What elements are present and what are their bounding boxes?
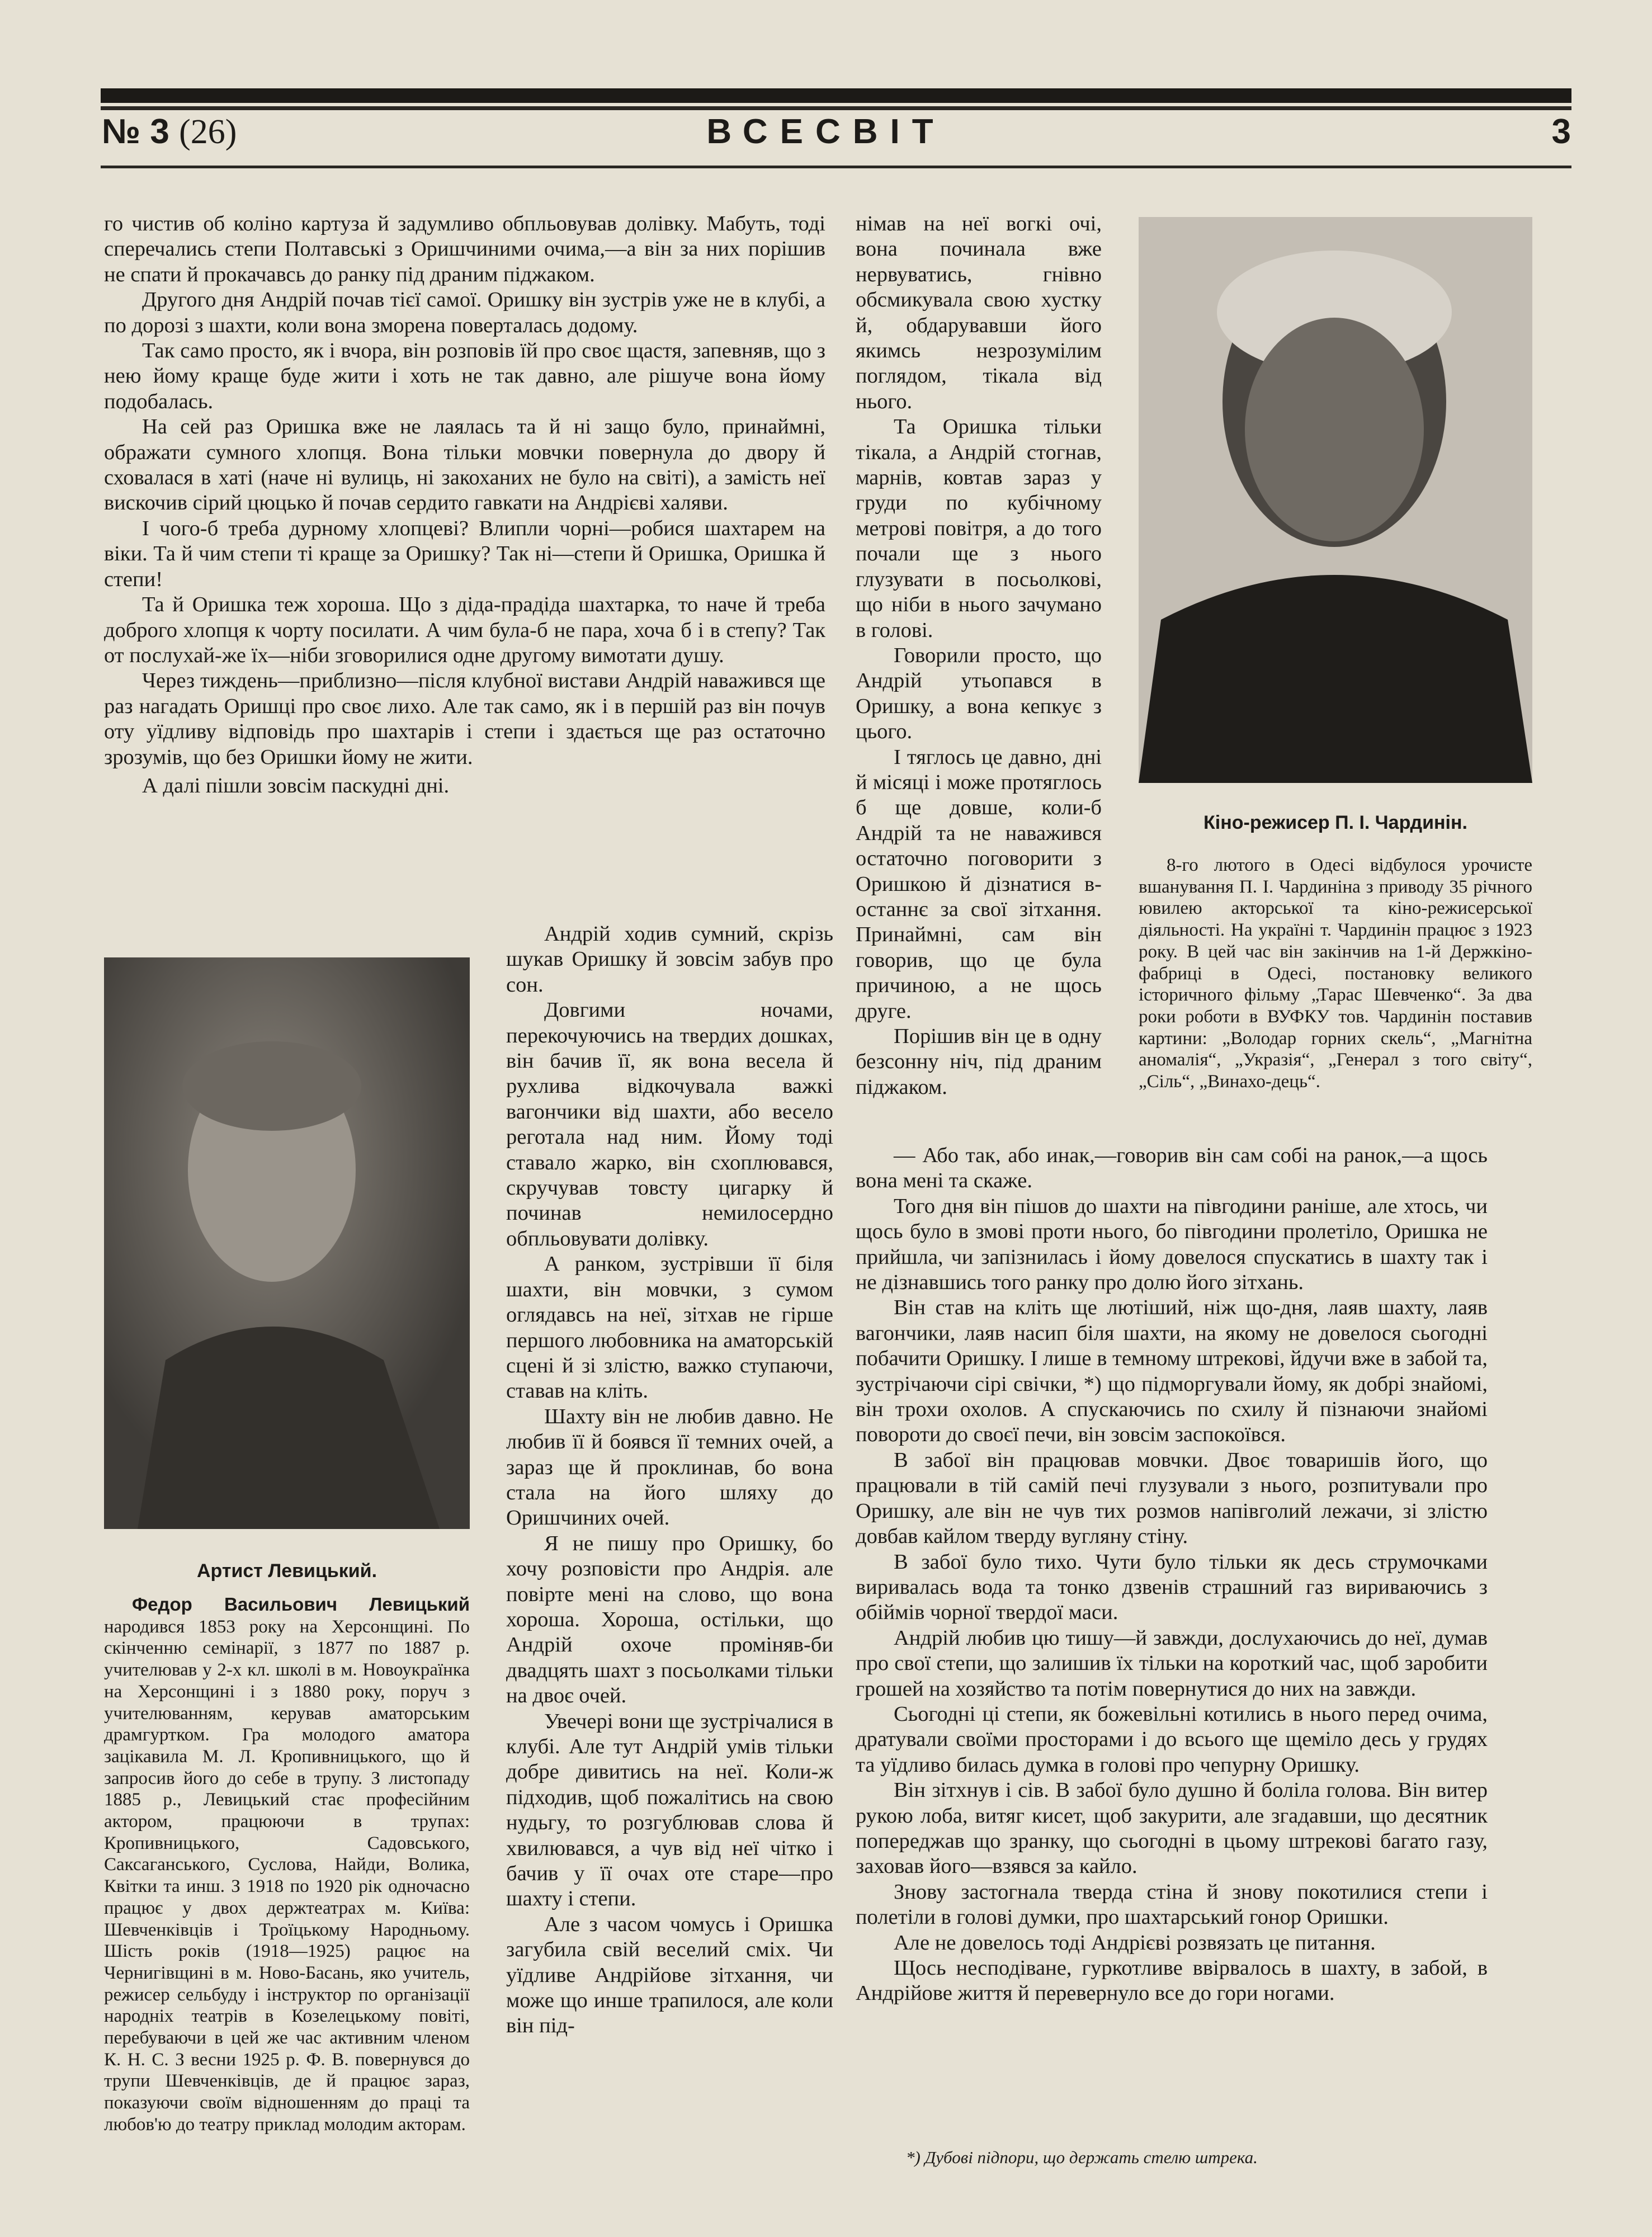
paragraph: Він зітхнув і сів. В забої було душно й боліла голова. Він витер рукою лоба, витяг кисет, щоб закурити, але згадавши, що десятник попереджав що зранку, що сьогодні в цьому штрекові багато газу, заховав його—взявся за кайло. <box>856 1778 1488 1879</box>
paragraph: Він став на кліть ще лютіший, ніж що-дня, лаяв шахту, лаяв вагончики, лаяв насип біля шахти, на якому не довелося сьогодні побачити Оришку. І лише в темному штрекові, йдучи вже в забой та, зустрічаючи сірі свічки, *) що підморгували йому, як добрі знайомі, він трохи охолов. А спускаючись по схилу й пізнаючи знайомі повороти до своєї печи, він зовсім заспокоївся. <box>856 1296 1488 1447</box>
paragraph: Говорили просто, що Андрій утьопався в Оришку, а вона кепкує з цього. <box>856 643 1102 744</box>
paragraph: Андрій ходив сумний, скрізь шукав Оришку й зовсім забув про сон. <box>506 922 833 997</box>
paragraph: Знову застогнала тверда стіна й знову покотилися степи і полетіли в голові думки, про шахтарський гонор Оришки. <box>856 1880 1488 1929</box>
paragraph: А далі пішли зовсім паскудні дні. <box>142 773 450 797</box>
paragraph: Другого дня Андрій почав тієї самої. Оришку він зустрів уже не в клубі, а по дорозі з шахти, коли вона зморена поверталась додому. <box>104 288 825 337</box>
paragraph: Через тиждень—приблизно—після клубної вистави Андрій наважився ще раз нагадать Оришці про своє лихо. Але так само, як і в першій раз він почув оту уїдливу відповідь про шахтарів і степи і здається ще раз остаточно зрозумів, що без Оришки йому не жити. <box>104 669 825 769</box>
footnote: *) Дубові підпори, що держать стелю штрека. <box>906 2148 1258 2167</box>
masthead-rule-thin <box>101 106 1571 110</box>
story-column-2 <box>506 922 833 2039</box>
paragraph: Але з часом чомусь і Оришка загубила свій веселий сміх. Чи уїдливе Андрійове зітхання, чи може що инше трапилося, але коли він під- <box>506 1912 833 2038</box>
story-column-4 <box>856 1143 1488 2007</box>
paragraph: го чистив об коліно картуза й задумливо обпльовував долівку. Мабуть, тоді сперечались степи Полтавські з Оришчиними очима,—а він за них порішив не спати й прокачавсь до ранку під драним піджаком. <box>104 212 825 286</box>
director-caption: Кіно-режисер П. І. Чардинін. <box>1203 812 1467 833</box>
actor-caption: Артист Левицький. <box>196 1560 377 1582</box>
paragraph: В забої було тихо. Чути було тільки як десь струмочками виривалась вода та тонко дзвенів страшний газ вириваючись з обіймів чорної твердої маси. <box>856 1550 1488 1625</box>
story-column-3 <box>856 211 1102 1100</box>
paragraph: І чого-б треба дурному хлопцеві? Влипли чорні—робися шахтарем на віки. Та й чим степи ті краще за Оришку? Так ні—степи й Оришка, Оришка й степи! <box>104 516 825 591</box>
paragraph: Шахту він не любив давно. Не любив її й боявся її темних очей, а зараз ще й проклинав, бо вона стала на його шляху до Оришчиних очей. <box>506 1404 833 1530</box>
director-photo <box>1139 217 1532 783</box>
paragraph: Я не пишу про Оришку, бо хочу розповісти про Андрія. але повірте мені на слово, що вона хороша. Хороша, остільки, що Андрій охоче проміняв-би двадцять шахт з посьолками тільки на двоє очей. <box>506 1531 833 1708</box>
paragraph: Того дня він пішов до шахти на півгодини раніше, але хтось, чи щось було в змові проти нього, бо півгодини пролетіло, Оришка не прийшла, чи запізнилась і йому довелося спускатись в шахту так і не дізнавшись того ранку про долю його зітхань. <box>856 1194 1488 1295</box>
paragraph: Увечері вони ще зустрічалися в клубі. Але тут Андрій умів тільки добре дивитись на неї. Коли-ж підходив, щоб пожалітись на свою нудьгу, то розгублював слова й хвилювався, а чув від неї чітко і бачив у її очах оте старе—про шахту і степи. <box>506 1709 833 1911</box>
paragraph: — Або так, або инак,—говорив він сам собі на ранок,—а щось вона мені та скаже. <box>856 1144 1488 1193</box>
paragraph: Сьогодні ці степи, як божевільні котились в нього перед очима, дратували своїми просторами і до всього ще щеміло десь у грудях та уїдливо билась думка в голові про чепурну Оришку. <box>856 1702 1488 1777</box>
issue-number: № 3 (26) <box>102 112 237 151</box>
actor-name: Федор Васильович Левицький <box>132 1594 470 1615</box>
paragraph: Андрій любив цю тишу—й завжди, дослухаючись до неї, думав про свої степи, що залишив їх тільки на короткий час, щоб заробити грошей на хозяйство та потім повернутися до них на завжди. <box>856 1626 1488 1701</box>
paragraph: німав на неї вогкі очі, вона починала вже нервуватись, гнівно обсмикувала свою хустку й, обдарувавши його якимсь незрозумілим поглядом, тікала від нього. <box>856 212 1102 413</box>
story-column-1 <box>104 211 825 799</box>
paragraph: Та й Оришка теж хороша. Що з діда-прадіда шахтарка, то наче й треба доброго хлопця к чорту посилати. А чим була-б не пара, хоча б і в степу? Так от послухай-же їх—ніби зговорилися одне другому вимотати душу. <box>104 593 825 667</box>
paragraph: Та Оришка тільки тікала, а Андрій стогнав, марнів, ковтав зараз у груди по кубічному метрові повітря, а до того почали ще з нього глузувати в посьолкові, що ніби в нього зачумано в голові. <box>856 415 1102 642</box>
paragraph: А ранком, зустрівши її біля шахти, він мовчки, з сумом оглядавсь на неї, зітхав не гірше першого любовника на аматорській сцені й зі злістю, важко ступаючи, ставав на кліть. <box>506 1252 833 1403</box>
paragraph: І тяглось це давно, дні й місяці і може протяглось б ще довше, коли-б Андрій та не наважився остаточно поговорити з Оришкою й дізнатися в-останнє за свої зітхання. Принаймні, сам він говорив, що це була причиною, а не щось друге. <box>856 745 1102 1023</box>
paragraph: Порішив він це в одну безсонну ніч, під драним піджаком. <box>856 1025 1102 1099</box>
paragraph: На сей раз Оришка вже не лаялась та й ні защо було, принаймні, ображати сумного хлопця. Вона тільки мовчки повернула до двору й сховалася в хаті (наче ні вулиць, ні закоханих не було на світі), а замість неї вискочив сірий цюцько й почав сердито гавкати на Андрієві халяви. <box>104 415 825 515</box>
masthead-rule <box>101 88 1571 103</box>
actor-bio-text: народився 1853 року на Херсонщині. По скінченню семінарії, з 1877 по 1887 р. учителював у 2-х кл. школі в м. Новоукраїнка на Херсонщині і з 1880 року, поруч з учителюванням, керував аматорським драмгуртком. Гра молодого аматора зацікавила М. Л. Кропивницького, що й запросив його до себе в трупу. З листопаду 1885 р., Левицький стає професійним актором, працюючи в трупах: Кропивницького, Садовського, Саксаганського, Суслова, Найди, Волика, Квітки та инш. З 1918 по 1920 рік одночасно працює у двох держтеатрах м. Київа: Шевченківців і Троїцькому Народньому. Шість років (1918—1925) рацює на Чернигівщині в м. Ново-Басань, яко учитель, режисер сельбуду і інструктор по організації народніх театрів в Козелецькому повіті, перебуваючи в цей же час активним членом К. Н. С. З весни 1925 р. Ф. В. повернувся до трупи Шевченківців, де й працює зараз, показуючи своїм відношенням до праці та любов'ю до театру приклад молодим акторам. <box>104 1616 470 2135</box>
header-rule <box>101 166 1571 168</box>
paragraph: В забої він працював мовчки. Двоє товаришів його, що працювали в тій самій печі глузували з нього, розпитували про Оришку, але він не чув тих розмов напівголий лежачи, зі злістю довбав кайлом тверду вугляну стіну. <box>856 1448 1488 1549</box>
page-number: 3 <box>1551 112 1571 151</box>
director-bio <box>1139 855 1532 1093</box>
magazine-title: ВСЕСВІТ <box>706 112 946 151</box>
issue-total: (26) <box>179 113 237 151</box>
paragraph: Але не довелось тоді Андрієві розвязать це питання. <box>894 1931 1376 1955</box>
actor-bio <box>104 1594 470 2136</box>
director-bio-text: 8-го лютого в Одесі відбулося урочисте вшанування П. І. Чардиніна з приводу 35 річного ювилею акторської та кіно-режисерської діяльності. На україні т. Чардинін працює з 1923 року. В цей час він закінчив на 1-й Держкіно-фабриці в Одесі, постановку великого історичного фільму „Тарас Шевченко“. За два роки роботи в ВУФКУ тов. Чардинін поставив картини: „Володар горних скель“, „Магнітна аномалія“, „Укразія“, „Генерал з того світу“, „Сіль“, „Винахо-дець“. <box>1139 855 1532 1092</box>
paragraph: Довгими ночами, перекочуючись на твердих дошках, він бачив її, як вона весела й рухлива відкочувала важкі вагончики від шахти, або весело реготала над ним. Йому тоді ставало жарко, він схоплювався, скручував товсту цигарку й починав немилосердно обпльовувати долівку. <box>506 998 833 1250</box>
paragraph: Щось несподіване, гуркотливе ввірвалось в шахту, в забой, в Андрійове життя й перевернуло все до гори ногами. <box>856 1956 1488 2005</box>
actor-photo <box>104 957 470 1529</box>
paragraph: Так само просто, як і вчора, він розповів їй про своє щастя, запевняв, що з нею йому краще буде жити і хоть не так давно, але рішуче вона йому подобалась. <box>104 339 825 413</box>
